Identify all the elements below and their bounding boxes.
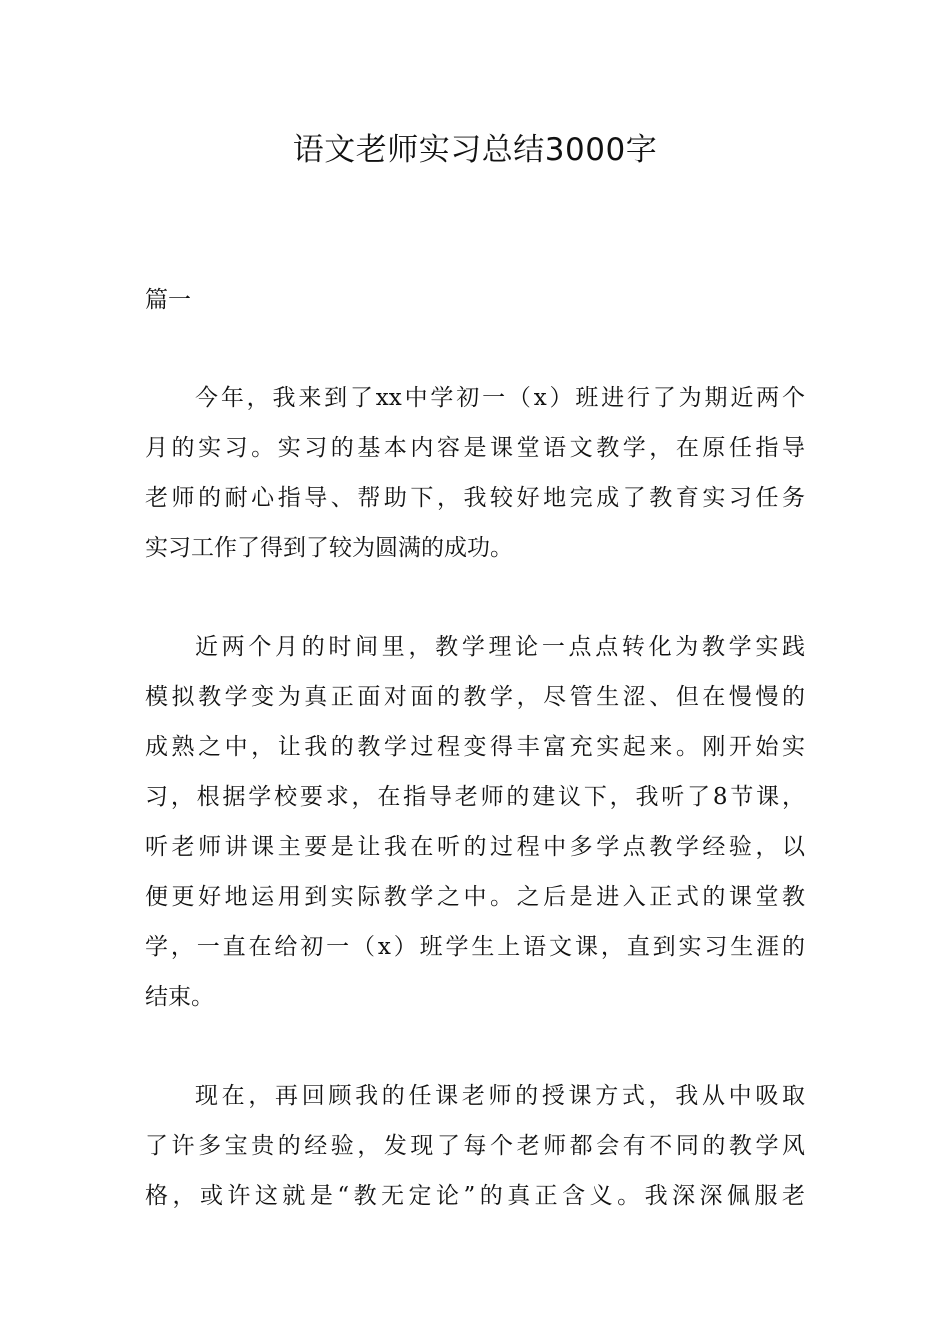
paragraph-line: 听老师讲课主要是让我在听的过程中多学点教学经验，以 [145,834,805,860]
paragraph-3 [145,1071,805,1221]
paragraph-line: 学，一直在给初一（x）班学生上语文课，直到实习生涯的 [145,934,805,960]
paragraph-line: 格，或许这就是“教无定论”的真正含义。我深深佩服老 [145,1183,805,1209]
document-title: 语文老师实习总结3000字 [292,132,658,168]
paragraph-line: 结束。 [145,984,214,1010]
paragraph-line: 模拟教学变为真正面对面的教学，尽管生涩、但在慢慢的 [145,684,805,710]
paragraph-line: 现在，再回顾我的任课老师的授课方式，我从中吸取 [195,1083,805,1109]
paragraph-line: 老师的耐心指导、帮助下，我较好地完成了教育实习任务 [145,485,805,511]
paragraph-line: 成熟之中，让我的教学过程变得丰富充实起来。刚开始实 [145,734,805,760]
paragraph-1 [145,373,805,573]
paragraph-line: 便更好地运用到实际教学之中。之后是进入正式的课堂教 [145,884,805,910]
paragraph-line: 近两个月的时间里，教学理论一点点转化为教学实践 [195,634,805,660]
paragraph-line: 了许多宝贵的经验，发现了每个老师都会有不同的教学风 [145,1133,805,1159]
paragraph-line: 习，根据学校要求，在指导老师的建议下，我听了8节课， [145,784,805,810]
section-label: 篇一 [145,287,191,313]
paragraph-line: 今年，我来到了xx中学初一（x）班进行了为期近两个 [195,385,805,411]
paragraph-line: 实习工作了得到了较为圆满的成功。 [145,535,513,561]
paragraph-line: 月的实习。实习的基本内容是课堂语文教学，在原任指导 [145,435,805,461]
paragraph-2 [145,622,805,1022]
